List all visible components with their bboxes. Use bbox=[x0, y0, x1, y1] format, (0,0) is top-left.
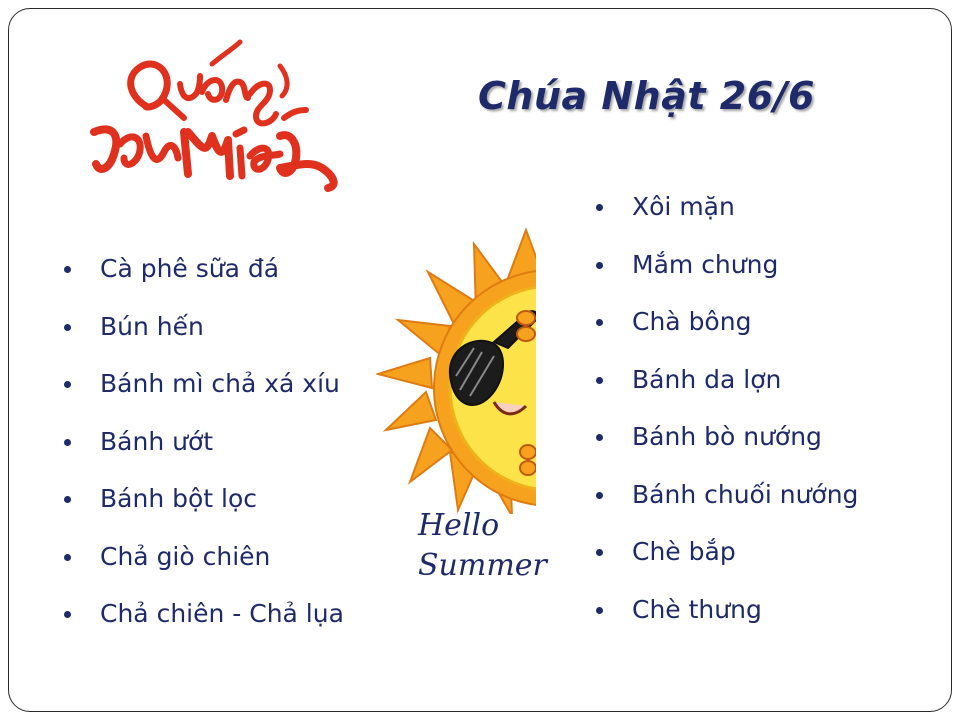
hello-text: Hello bbox=[418, 508, 500, 543]
list-item: Bánh bột lọc bbox=[62, 470, 344, 528]
list-item: Bánh bò nướng bbox=[594, 408, 858, 466]
list-item: Chè bắp bbox=[594, 523, 858, 581]
logo-calligraphy bbox=[84, 36, 354, 196]
summer-text: Summer bbox=[418, 548, 547, 583]
menu-list-right bbox=[594, 178, 858, 638]
logo-text: Quán Nam Miền bbox=[84, 36, 93, 37]
list-item: Chả chiên - Chả lụa bbox=[62, 585, 344, 643]
list-item: Bánh chuối nướng bbox=[594, 466, 858, 524]
list-item: Bánh da lợn bbox=[594, 351, 858, 409]
list-item: Cà phê sữa đá bbox=[62, 240, 344, 298]
list-item: Chà bông bbox=[594, 293, 858, 351]
menu-list-left bbox=[62, 240, 344, 643]
sun-sunglasses-icon bbox=[376, 224, 536, 514]
list-item: Bún hến bbox=[62, 298, 344, 356]
list-item: Mắm chưng bbox=[594, 236, 858, 294]
page-title: Chúa Nhật 26/6 bbox=[478, 74, 815, 118]
list-item: Chả giò chiên bbox=[62, 528, 344, 586]
hello-summer-caption bbox=[418, 506, 558, 586]
list-item: Bánh mì chả xá xíu bbox=[62, 355, 344, 413]
list-item: Bánh ướt bbox=[62, 413, 344, 471]
list-item: Chè thưng bbox=[594, 581, 858, 639]
list-item: Xôi mặn bbox=[594, 178, 858, 236]
